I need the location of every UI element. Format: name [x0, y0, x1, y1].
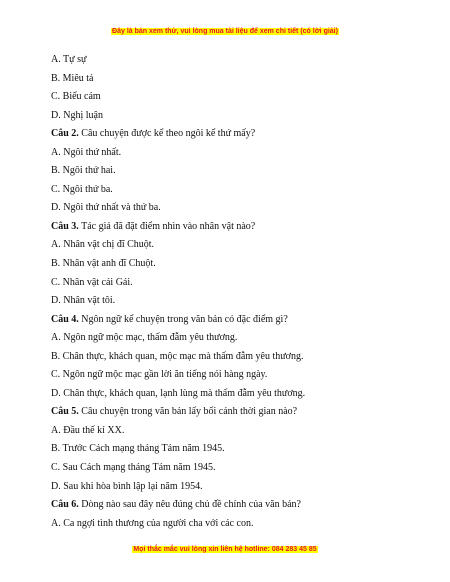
question-content [51, 51, 411, 533]
option-line: A. Nhân vật chị đĩ Chuột. [51, 239, 155, 251]
option-line: B. Ngôi thứ hai. [51, 165, 116, 177]
question-label: Câu 2. [51, 128, 79, 140]
option-line: A. Tự sự [51, 54, 87, 65]
option-line: D. Nhân vật tôi. [51, 295, 116, 307]
option-line: B. Trước Cách mạng tháng Tám năm 1945. [51, 443, 225, 455]
option-line: A. Ngôn ngữ mộc mạc, thấm đẫm yêu thương. [51, 332, 238, 344]
option-line: C. Sau Cách mạng tháng Tám năm 1945. [51, 462, 216, 474]
option-line: A. Ngôi thứ nhất. [51, 146, 122, 158]
option-line: A. Đầu thế kỉ XX. [51, 424, 125, 436]
option-line: C. Biểu cảm [51, 91, 101, 103]
question-line: Câu 2. Câu chuyện được kể theo ngôi kể thứ mấy? [51, 128, 256, 140]
question-label: Câu 4. [51, 313, 79, 325]
hotline-banner-text: Mọi thắc mắc vui lòng xin liên hệ hotline: 084 283 45 85 [133, 546, 317, 553]
preview-banner [0, 27, 450, 36]
question-label: Câu 3. [51, 220, 79, 232]
option-line: C. Ngôn ngữ mộc mạc gần lời ăn tiếng nói hàng ngày. [51, 369, 268, 381]
option-line: D. Chân thực, khách quan, lạnh lùng mà thấm đẫm yêu thương. [51, 387, 306, 399]
option-line: C. Ngôi thứ ba. [51, 183, 113, 195]
option-line: B. Nhân vật anh đĩ Chuột. [51, 258, 156, 270]
question-line: Câu 6. Dòng nào sau đây nêu đúng chủ đề chính của văn bản? [51, 499, 301, 511]
preview-banner-text: Đây là bản xem thử, vui lòng mua tài liệu để xem chi tiết (có lời giải) [112, 28, 338, 35]
question-line: Câu 3. Tác giả đã đặt điểm nhìn vào nhân vật nào? [51, 220, 256, 232]
option-line: A. Ca ngợi tình thương của người cha với các con. [51, 517, 254, 529]
option-line: D. Ngôi thứ nhất và thứ ba. [51, 202, 161, 214]
question-label: Câu 5. [51, 406, 79, 418]
question-line: Câu 4. Ngôn ngữ kể chuyện trong văn bản có đặc điểm gì? [51, 313, 288, 325]
option-line: B. Miêu tả [51, 72, 94, 84]
option-line: C. Nhân vật cái Gái. [51, 276, 133, 288]
hotline-banner [0, 545, 450, 554]
question-label: Câu 6. [51, 499, 79, 511]
option-line: D. Nghị luận [51, 109, 103, 121]
option-line: B. Chân thực, khách quan, mộc mạc mà thấm đẫm yêu thương. [51, 350, 304, 362]
option-line: D. Sau khi hòa bình lập lại năm 1954. [51, 480, 203, 492]
question-line: Câu 5. Câu chuyện trong văn bản lấy bối cảnh thời gian nào? [51, 406, 298, 418]
